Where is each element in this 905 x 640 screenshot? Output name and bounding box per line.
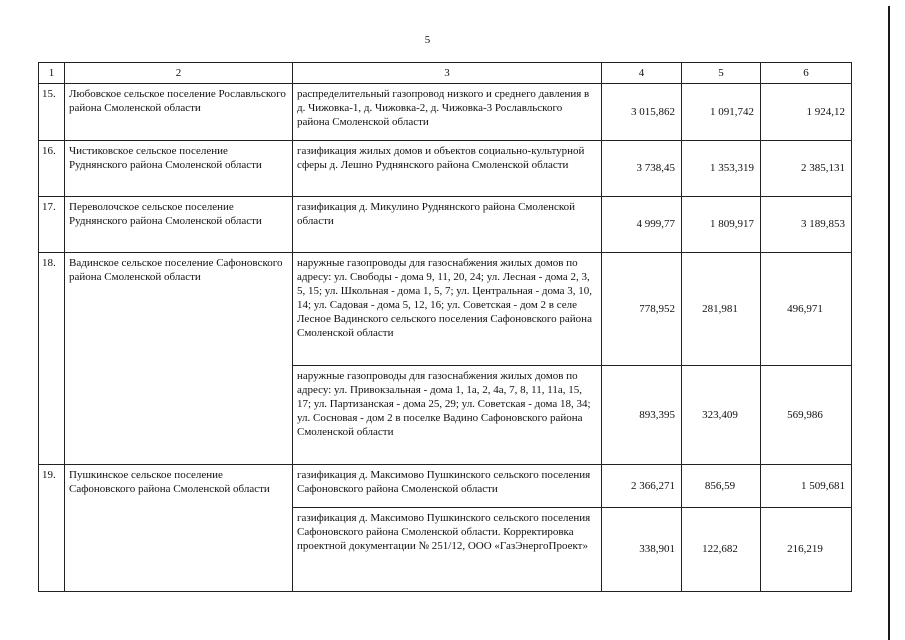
table-row xyxy=(39,84,852,141)
amount-col6: 3 189,853 xyxy=(761,197,852,253)
settlement-cell: Переволочское сельское поселение Руднянского района Смоленской области xyxy=(65,197,293,253)
amount-col5: 281,981 xyxy=(682,253,761,366)
table-row xyxy=(39,465,852,508)
settlement-cell: Чистиковское сельское поселение Руднянского района Смоленской области xyxy=(65,141,293,197)
amount-col6: 496,971 xyxy=(761,253,852,366)
amount-total: 893,395 xyxy=(602,366,682,465)
amount-total: 3 738,45 xyxy=(602,141,682,197)
row-number: 18. xyxy=(39,253,65,465)
object-cell: газификация д. Максимово Пушкинского сельского поселения Сафоновского района Смоленской области xyxy=(293,465,602,508)
funding-table xyxy=(38,62,852,592)
settlement-cell: Пушкинское сельское поселение Сафоновского района Смоленской области xyxy=(65,465,293,592)
amount-total: 778,952 xyxy=(602,253,682,366)
amount-col5: 122,682 xyxy=(682,508,761,592)
object-cell: наружные газопроводы для газоснабжения жилых домов по адресу: ул. Привокзальная - дома 1, 1а, 2, 4а, 7, 8, 11, 11а, 15, 17; ул. Партизанская - дома 25, 29; ул. Советская - дома 18, 34; ул. Сосновая - дом 2 в поселке Вадино Сафоновского района Смоленской области xyxy=(293,366,602,465)
amount-col6: 1 924,12 xyxy=(761,84,852,141)
row-number: 16. xyxy=(39,141,65,197)
page-number: 5 xyxy=(424,34,431,46)
header-cell: 3 xyxy=(293,63,602,84)
amount-col5: 856,59 xyxy=(682,465,761,508)
amount-total: 338,901 xyxy=(602,508,682,592)
amount-total: 2 366,271 xyxy=(602,465,682,508)
object-cell: газификация д. Максимово Пушкинского сельского поселения Сафоновского района Смоленской области. Корректировка проектной документации № 251/12, ООО «ГазЭнергоПроект» xyxy=(293,508,602,592)
amount-col6: 216,219 xyxy=(761,508,852,592)
settlement-cell: Любовское сельское поселение Рославльского района Смоленской области xyxy=(65,84,293,141)
row-number: 19. xyxy=(39,465,65,592)
page-edge-rule xyxy=(888,6,890,640)
amount-col6: 569,986 xyxy=(761,366,852,465)
row-number: 15. xyxy=(39,84,65,141)
object-cell: наружные газопроводы для газоснабжения жилых домов по адресу: ул. Свободы - дома 9, 11, 20, 24; ул. Лесная - дома 2, 3, 5, 15; ул. Школьная - дома 1, 5, 7; ул. Центральная - дома 3, 10, 14; ул. Садовая - дома 5, 12, 16; ул. Советская - дом 2 в селе Лесное Вадинского сельского поселения Сафоновского района Смоленской области xyxy=(293,253,602,366)
amount-col5: 1 091,742 xyxy=(682,84,761,141)
settlement-cell: Вадинское сельское поселение Сафоновского района Смоленской области xyxy=(65,253,293,465)
amount-total: 4 999,77 xyxy=(602,197,682,253)
object-cell: распределительный газопровод низкого и среднего давления в д. Чижовка-1, д. Чижовка-2, д. Чижовка-3 Рославльского района Смоленской области xyxy=(293,84,602,141)
table-row xyxy=(39,141,852,197)
table-header-row xyxy=(39,63,852,84)
amount-col5: 323,409 xyxy=(682,366,761,465)
object-cell: газификация д. Микулино Руднянского района Смоленской области xyxy=(293,197,602,253)
header-cell: 6 xyxy=(761,63,852,84)
amount-col6: 2 385,131 xyxy=(761,141,852,197)
amount-col5: 1 809,917 xyxy=(682,197,761,253)
table-row xyxy=(39,253,852,366)
header-cell: 4 xyxy=(602,63,682,84)
header-cell: 1 xyxy=(39,63,65,84)
table-row xyxy=(39,197,852,253)
header-cell: 2 xyxy=(65,63,293,84)
amount-total: 3 015,862 xyxy=(602,84,682,141)
amount-col5: 1 353,319 xyxy=(682,141,761,197)
object-cell: газификация жилых домов и объектов социально-культурной сферы д. Лешно Руднянского района Смоленской области xyxy=(293,141,602,197)
amount-col6: 1 509,681 xyxy=(761,465,852,508)
row-number: 17. xyxy=(39,197,65,253)
header-cell: 5 xyxy=(682,63,761,84)
